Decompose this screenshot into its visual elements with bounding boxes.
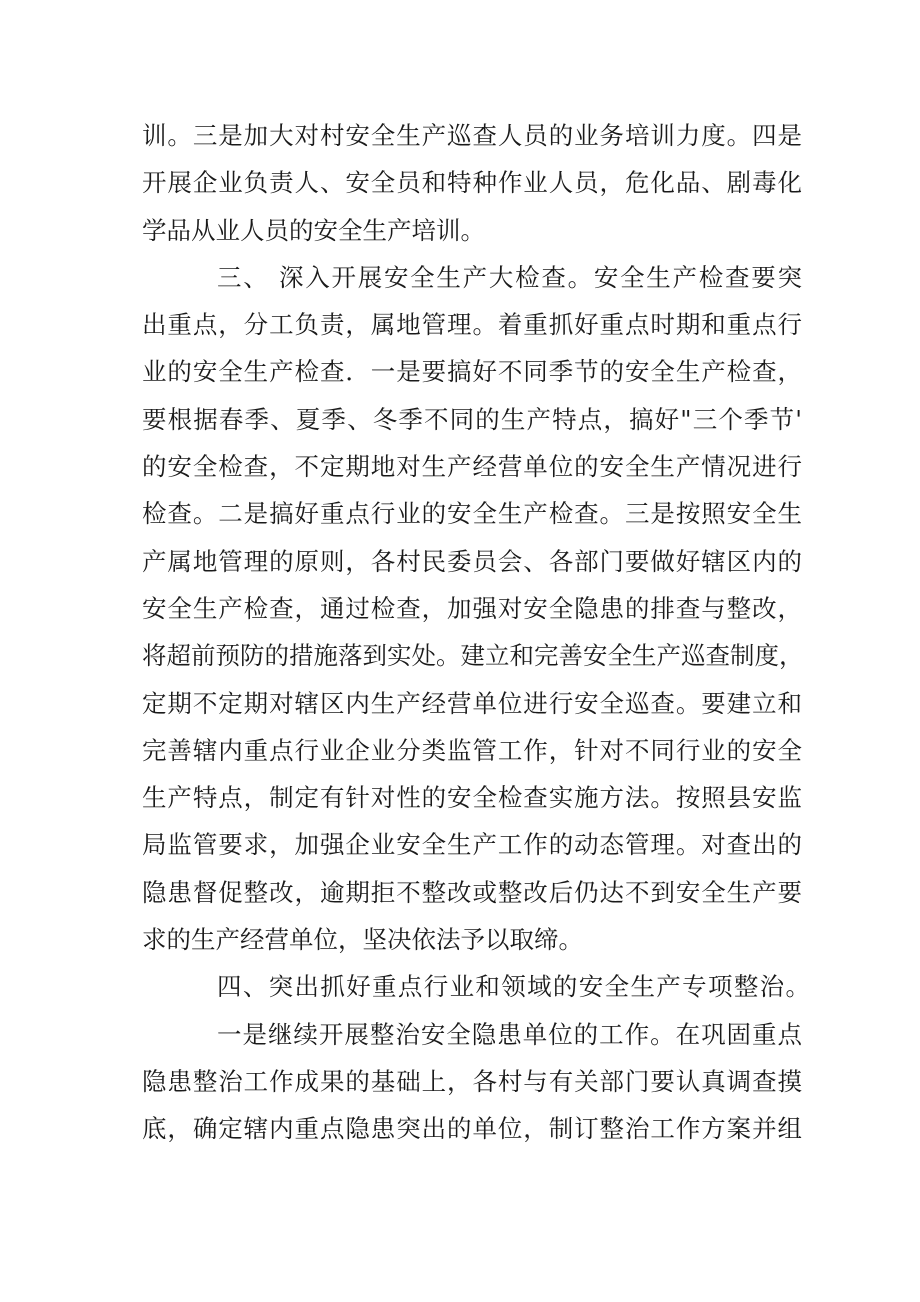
text-line: 训。三是加大对村安全生产巡查人员的业务培训力度。四是	[142, 121, 802, 150]
text-line: 生产特点，制定有针对性的安全检查实施方法。按照县安监	[142, 783, 802, 813]
text-line: 要根据春季、夏季、冬季不同的生产特点，搞好"三个季节'	[142, 404, 802, 434]
text-line: 检查。二是搞好重点行业的安全生产检查。三是按照安全生	[142, 499, 802, 529]
text-line: 安全生产检查，通过检查，加强对安全隐患的排查与整改，	[142, 593, 802, 623]
section-heading-3: 三、 深入开展安全生产大检查。安全生产检查要突	[217, 262, 802, 292]
text-line: 一是继续开展整治安全隐患单位的工作。在巩固重点	[217, 1019, 802, 1049]
text-line: 业的安全生产检查．一是要搞好不同季节的安全生产检查，	[142, 357, 802, 387]
text-line: 局监管要求，加强企业安全生产工作的动态管理。对查出的	[142, 830, 802, 860]
text-line: 求的生产经营单位，坚决依法予以取缔。	[142, 925, 583, 955]
text-line: 底，确定辖内重点隐患突出的单位，制订整治工作方案并组	[142, 1114, 802, 1144]
text-line: 开展企业负责人、安全员和特种作业人员，危化品、剧毒化	[142, 168, 802, 198]
text-line: 学品从业人员的安全生产培训。	[142, 215, 485, 245]
text-line: 定期不定期对辖区内生产经营单位进行安全巡查。要建立和	[142, 688, 802, 718]
body-text	[142, 112, 810, 1153]
text-line: 的安全检查，不定期地对生产经营单位的安全生产情况进行	[142, 452, 802, 482]
section-heading-4: 四、突出抓好重点行业和领域的安全生产专项整治。	[217, 972, 810, 1002]
text-line: 产属地管理的原则，各村民委员会、各部门要做好辖区内的	[142, 546, 802, 576]
text-line: 完善辖内重点行业企业分类监管工作，针对不同行业的安全	[142, 735, 802, 765]
text-line: 出重点，分工负责，属地管理。着重抓好重点时期和重点行	[142, 310, 802, 340]
text-line: 将超前预防的措施落到实处。建立和完善安全生产巡查制度，	[142, 641, 804, 671]
text-line: 隐患整治工作成果的基础上，各村与有关部门要认真调查摸	[142, 1066, 802, 1096]
text-line: 隐患督促整改，逾期拒不整改或整改后仍达不到安全生产要	[142, 877, 802, 907]
